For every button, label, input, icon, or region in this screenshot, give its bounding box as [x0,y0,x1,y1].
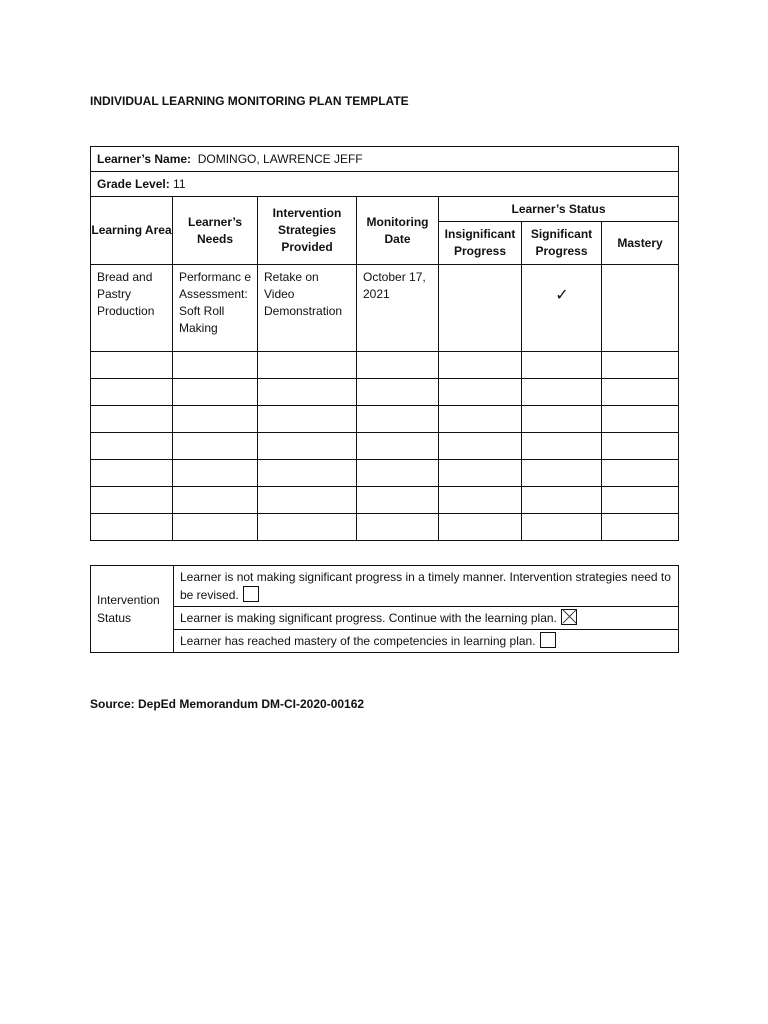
empty-cell [91,487,173,514]
empty-cell [439,487,522,514]
empty-cell [522,433,602,460]
empty-cell [258,379,357,406]
status-row-mastery [91,630,679,653]
table-row-empty [91,514,679,541]
status-option-checkbox[interactable] [243,586,259,602]
header-learners-status: Learner’s Status [439,197,679,222]
status-option-text: Learner is making significant progress. Continue with the learning plan. [180,611,557,625]
table-row-empty [91,352,679,379]
empty-cell [602,433,679,460]
cell-mastery [602,265,679,352]
cell-intervention-strategies: Retake on Video Demonstration [258,265,357,352]
table-row-empty [91,433,679,460]
empty-cell [258,406,357,433]
empty-cell [258,487,357,514]
empty-cell [439,406,522,433]
empty-cell [439,460,522,487]
cell-learning-area: Bread and Pastry Production [91,265,173,352]
status-row-not-significant [91,566,679,607]
table-row-empty [91,379,679,406]
empty-cell [602,487,679,514]
document-title: INDIVIDUAL LEARNING MONITORING PLAN TEMPLATE [90,94,409,108]
table-row [91,265,679,352]
cell-learners-needs: Performanc e Assessment: Soft Roll Making [173,265,258,352]
header-insignificant-progress: Insignificant Progress [439,222,522,265]
empty-cell [173,352,258,379]
empty-cell [522,406,602,433]
empty-cell [522,514,602,541]
empty-cell [602,514,679,541]
empty-cell [173,487,258,514]
empty-cell [357,433,439,460]
header-intervention-strategies: Intervention Strategies Provided [258,197,357,265]
header-monitoring-date: Monitoring Date [357,197,439,265]
empty-cell [522,352,602,379]
empty-cell [258,433,357,460]
status-row-significant [91,607,679,630]
cell-monitoring-date: October 17, 2021 [357,265,439,352]
empty-cell [602,379,679,406]
empty-cell [173,379,258,406]
cell-significant-progress-check-icon: ✓ [522,265,602,352]
table-header-row [91,197,679,222]
empty-cell [439,379,522,406]
cell-insignificant-progress [439,265,522,352]
empty-cell [91,379,173,406]
empty-cell [173,514,258,541]
status-option-checkbox-checked[interactable] [561,609,577,625]
header-learning-area: Learning Area [91,197,173,265]
empty-cell [173,460,258,487]
grade-level-value: 11 [173,177,186,191]
status-option-text: Learner is not making significant progress in a timely manner. Intervention strategies need to be revised. [180,570,671,602]
empty-cell [439,352,522,379]
table-row-empty [91,460,679,487]
empty-cell [602,460,679,487]
empty-cell [522,460,602,487]
empty-cell [522,379,602,406]
empty-cell [357,406,439,433]
empty-cell [602,406,679,433]
empty-cell [439,514,522,541]
empty-cell [357,487,439,514]
learner-name-row [91,147,679,172]
status-option-checkbox[interactable] [540,632,556,648]
intervention-status-table [90,565,679,653]
empty-cell [357,352,439,379]
grade-level-row [91,172,679,197]
empty-cell [91,406,173,433]
empty-cell [173,406,258,433]
status-option-text: Learner has reached mastery of the competencies in learning plan. [180,634,536,648]
grade-level-label: Grade Level: [97,177,170,191]
empty-cell [258,460,357,487]
empty-cell [439,433,522,460]
table-row-empty [91,406,679,433]
empty-cell [258,352,357,379]
source-citation: Source: DepEd Memorandum DM-CI-2020-00162 [90,697,365,711]
empty-cell [357,460,439,487]
empty-cell [91,460,173,487]
empty-cell [522,487,602,514]
header-significant-progress: Significant Progress [522,222,602,265]
empty-cell [357,379,439,406]
header-learners-needs: Learner’s Needs [173,197,258,265]
table-row-empty [91,487,679,514]
intervention-status-label: Intervention Status [91,566,174,653]
empty-cell [91,352,173,379]
learning-plan-table [90,146,679,541]
header-mastery: Mastery [602,222,679,265]
empty-cell [357,514,439,541]
learner-name-label: Learner’s Name: [97,152,192,166]
learner-name-value: DOMINGO, LAWRENCE JEFF [197,152,363,166]
empty-cell [258,514,357,541]
empty-cell [602,352,679,379]
empty-cell [91,514,173,541]
empty-cell [173,433,258,460]
empty-cell [91,433,173,460]
